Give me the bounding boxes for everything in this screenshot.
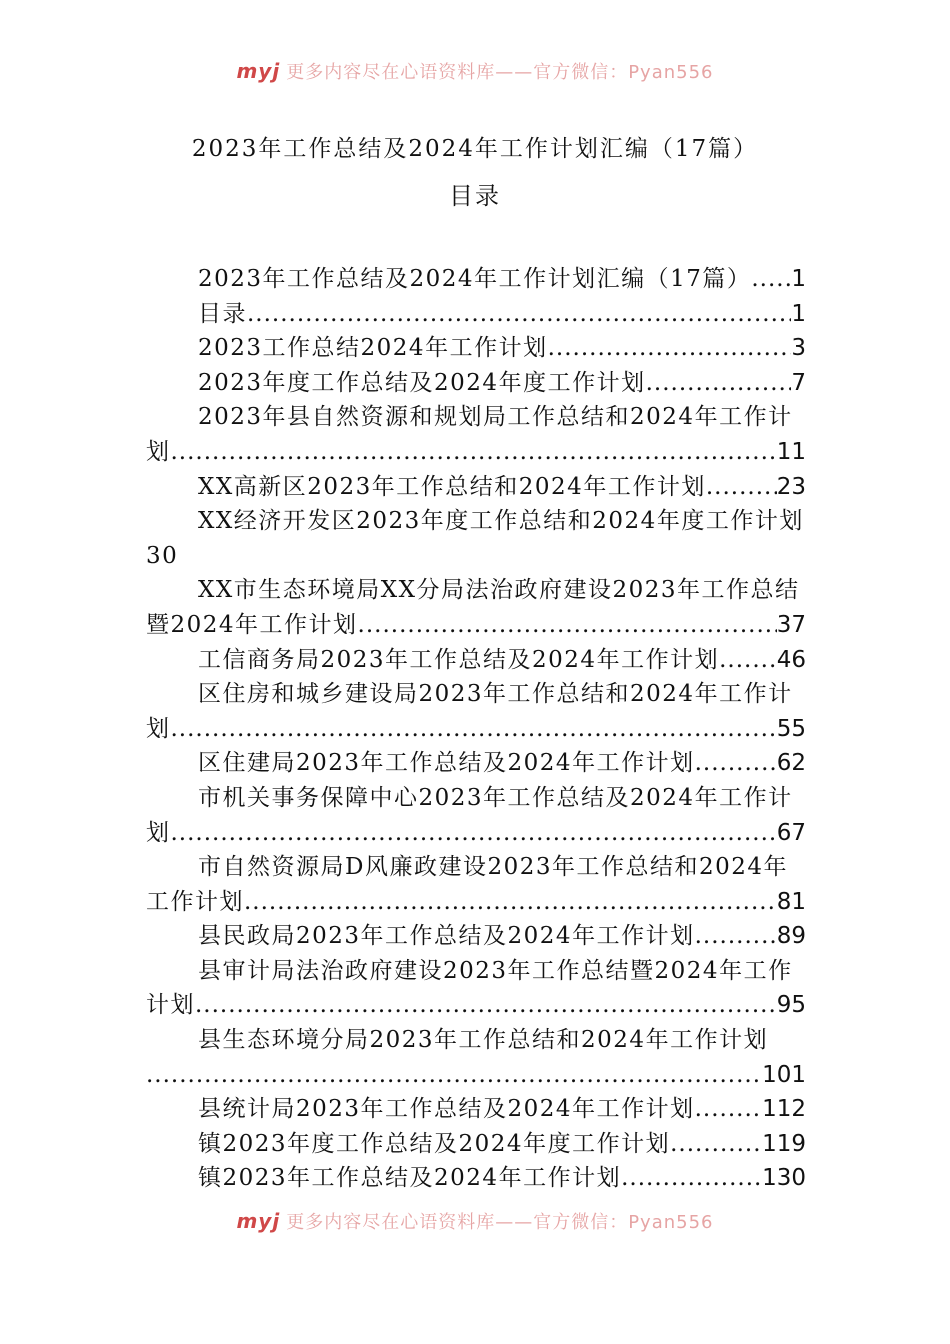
- toc-entry[interactable]: [146, 608, 806, 643]
- toc-entry-title: 2023年度工作总结及2024年度工作计划: [198, 369, 646, 396]
- toc-page-number: 1: [791, 300, 806, 327]
- toc-page-number: 1: [791, 266, 806, 292]
- toc-leader-dots: [358, 608, 777, 643]
- toc-entry-title: 市机关事务保障中心2023年工作总结及2024年工作计: [198, 784, 793, 811]
- toc-entry-title: 镇2023年工作总结及2024年工作计划: [198, 1165, 622, 1192]
- toc-entry[interactable]: [146, 816, 806, 851]
- toc-entry[interactable]: [146, 504, 806, 539]
- toc-leader-dots: [695, 1092, 763, 1127]
- toc-entry[interactable]: [146, 331, 806, 366]
- toc-entry-title: 县民政局2023年工作总结及2024年工作计划: [198, 923, 695, 950]
- toc-entry[interactable]: [146, 1058, 806, 1093]
- toc-entry[interactable]: [146, 643, 806, 678]
- toc-page-number: 7: [791, 369, 806, 396]
- header-watermark: [0, 58, 950, 84]
- toc-entry[interactable]: [146, 954, 806, 989]
- toc-page-number: 23: [776, 473, 806, 500]
- toc-leader-dots: [195, 988, 777, 1023]
- document-title: 2023年工作总结及2024年工作计划汇编（17篇）: [191, 136, 759, 162]
- toc-page-number: 89: [776, 923, 806, 950]
- toc-page-number: 101: [762, 1061, 806, 1088]
- toc-entry-title: 工作计划: [146, 888, 244, 915]
- toc-entry-title: XX经济开发区2023年度工作总结和2024年度工作计划: [198, 508, 804, 535]
- toc-entry[interactable]: [146, 262, 806, 297]
- toc-entry-title: 暨2024年工作计划: [146, 611, 358, 638]
- toc-leader-dots: [646, 366, 792, 401]
- footer-watermark: [0, 1208, 950, 1234]
- toc-page-number: 3: [791, 335, 806, 362]
- toc-page-number: 95: [776, 992, 806, 1019]
- toc-page-number: 67: [776, 819, 806, 846]
- table-of-contents: [146, 262, 806, 1196]
- toc-entry[interactable]: [146, 850, 806, 885]
- watermark-logo-icon: myj: [236, 1209, 281, 1233]
- toc-entry[interactable]: [146, 712, 806, 747]
- toc-entry-title: 目录: [198, 300, 247, 327]
- toc-entry[interactable]: [146, 539, 806, 574]
- toc-entry[interactable]: [146, 885, 806, 920]
- toc-entry-title: 镇2023年度工作总结及2024年度工作计划: [198, 1130, 671, 1157]
- toc-page-number: 130: [762, 1165, 806, 1192]
- toc-page-number: 119: [762, 1130, 806, 1157]
- toc-entry[interactable]: [146, 366, 806, 401]
- toc-entry-title: 区住房和城乡建设局2023年工作总结和2024年工作计: [198, 681, 793, 708]
- toc-entry-title: 30: [146, 542, 179, 569]
- toc-entry[interactable]: [146, 297, 806, 332]
- toc-leader-dots: [719, 643, 777, 678]
- toc-page-number: 46: [776, 646, 806, 673]
- toc-page-number: 55: [776, 715, 806, 742]
- toc-entry[interactable]: [146, 435, 806, 470]
- watermark-text: 更多内容尽在心语资料库——官方微信：Pyan556: [286, 62, 714, 83]
- toc-entry[interactable]: [146, 1092, 806, 1127]
- toc-leader-dots: [244, 885, 777, 920]
- toc-entry[interactable]: [146, 470, 806, 505]
- watermark-text: 更多内容尽在心语资料库——官方微信：Pyan556: [286, 1212, 714, 1233]
- toc-entry-title: 县审计局法治政府建设2023年工作总结暨2024年工作: [198, 957, 793, 984]
- toc-page-number: 11: [776, 438, 806, 465]
- toc-entry[interactable]: [146, 1127, 806, 1162]
- toc-entry[interactable]: [146, 1023, 806, 1058]
- toc-entry-title: 2023年工作总结及2024年工作计划汇编（17篇）: [198, 266, 752, 292]
- toc-page-number: 81: [776, 888, 806, 915]
- toc-leader-dots: [751, 262, 791, 297]
- toc-leader-dots: [171, 435, 777, 470]
- toc-entry[interactable]: [146, 919, 806, 954]
- toc-entry-title: 区住建局2023年工作总结及2024年工作计划: [198, 750, 695, 777]
- toc-entry-title: 工信商务局2023年工作总结及2024年工作计划: [198, 646, 720, 673]
- toc-entry-title: XX高新区2023年工作总结和2024年工作计划: [198, 473, 706, 500]
- toc-page-number: 62: [776, 750, 806, 777]
- toc-entry-title: 2023年县自然资源和规划局工作总结和2024年工作计: [198, 404, 793, 431]
- toc-leader-dots: [621, 1161, 762, 1196]
- toc-entry-title: 计划: [146, 992, 195, 1019]
- toc-page-number: 112: [762, 1096, 806, 1123]
- toc-entry-title: 市自然资源局D风廉政建设2023年工作总结和2024年: [198, 854, 789, 881]
- toc-entry-title: 划: [146, 438, 171, 465]
- toc-entry[interactable]: [146, 746, 806, 781]
- toc-leader-dots: [548, 331, 792, 366]
- watermark-logo-icon: myj: [236, 59, 281, 83]
- toc-entry-title: 2023工作总结2024年工作计划: [198, 335, 548, 362]
- toc-leader-dots: [146, 1058, 762, 1093]
- toc-leader-dots: [706, 470, 777, 505]
- toc-leader-dots: [171, 712, 777, 747]
- toc-page-number: 37: [776, 611, 806, 638]
- toc-leader-dots: [670, 1127, 762, 1162]
- toc-entry[interactable]: [146, 781, 806, 816]
- toc-leader-dots: [695, 746, 777, 781]
- toc-entry-title: XX市生态环境局XX分局法治政府建设2023年工作总结: [198, 577, 800, 604]
- toc-heading: 目录: [449, 182, 501, 210]
- toc-entry[interactable]: [146, 677, 806, 712]
- toc-entry-title: 划: [146, 715, 171, 742]
- toc-entry[interactable]: [146, 573, 806, 608]
- toc-leader-dots: [247, 297, 791, 332]
- toc-entry[interactable]: [146, 1161, 806, 1196]
- toc-entry-title: 县生态环境分局2023年工作总结和2024年工作计划: [198, 1027, 769, 1054]
- toc-entry[interactable]: [146, 400, 806, 435]
- toc-entry-title: 划: [146, 819, 171, 846]
- toc-entry[interactable]: [146, 988, 806, 1023]
- toc-leader-dots: [171, 816, 777, 851]
- toc-entry-title: 县统计局2023年工作总结及2024年工作计划: [198, 1096, 695, 1123]
- toc-leader-dots: [695, 919, 777, 954]
